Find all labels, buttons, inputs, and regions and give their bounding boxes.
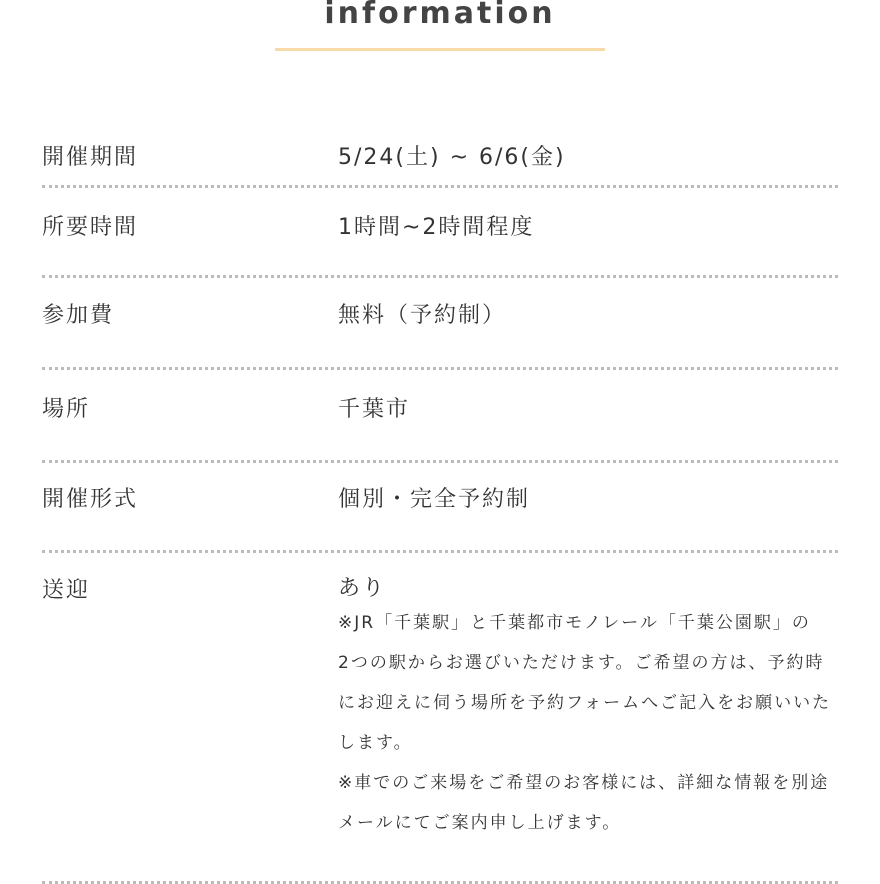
row-label: 場所 (42, 397, 91, 422)
row-value: 無料（予約制） (338, 303, 507, 328)
note-line: ※JR「千葉駅」と千葉都市モノレール「千葉公園駅」の (338, 613, 811, 633)
row-label: 参加費 (42, 303, 115, 328)
title-underline (275, 48, 605, 51)
row-value: 個別・完全予約制 (338, 487, 531, 512)
row-value: あり (338, 576, 387, 601)
row-value: 1時間~2時間程度 (338, 215, 535, 240)
row-label: 開催形式 (42, 487, 139, 512)
row-value: 5/24(土) ~ 6/6(金) (338, 145, 566, 170)
info-row-period (42, 118, 838, 188)
row-label: 送迎 (42, 578, 91, 603)
info-row-location (42, 370, 838, 463)
note-line: にお迎えに伺う場所を予約フォームへご記入をお願いいた (338, 693, 832, 713)
note-line: メールにてご案内申し上げます。 (338, 813, 622, 833)
section-title: information (324, 0, 556, 31)
info-row-fee (42, 278, 838, 370)
info-row-format (42, 463, 838, 553)
note-line: します。 (338, 733, 413, 753)
row-label: 所要時間 (42, 215, 139, 240)
row-value: 千葉市 (338, 397, 411, 422)
pickup-note-car (338, 763, 838, 843)
note-line: 2つの駅からお選びいただけます。ご希望の方は、予約時 (338, 653, 825, 673)
info-row-pickup (42, 553, 838, 884)
info-table (42, 118, 838, 884)
row-label: 開催期間 (42, 145, 139, 170)
note-line: ※車でのご来場をご希望のお客様には、詳細な情報を別途 (338, 773, 830, 793)
info-row-duration (42, 188, 838, 278)
pickup-note-stations (338, 603, 838, 763)
